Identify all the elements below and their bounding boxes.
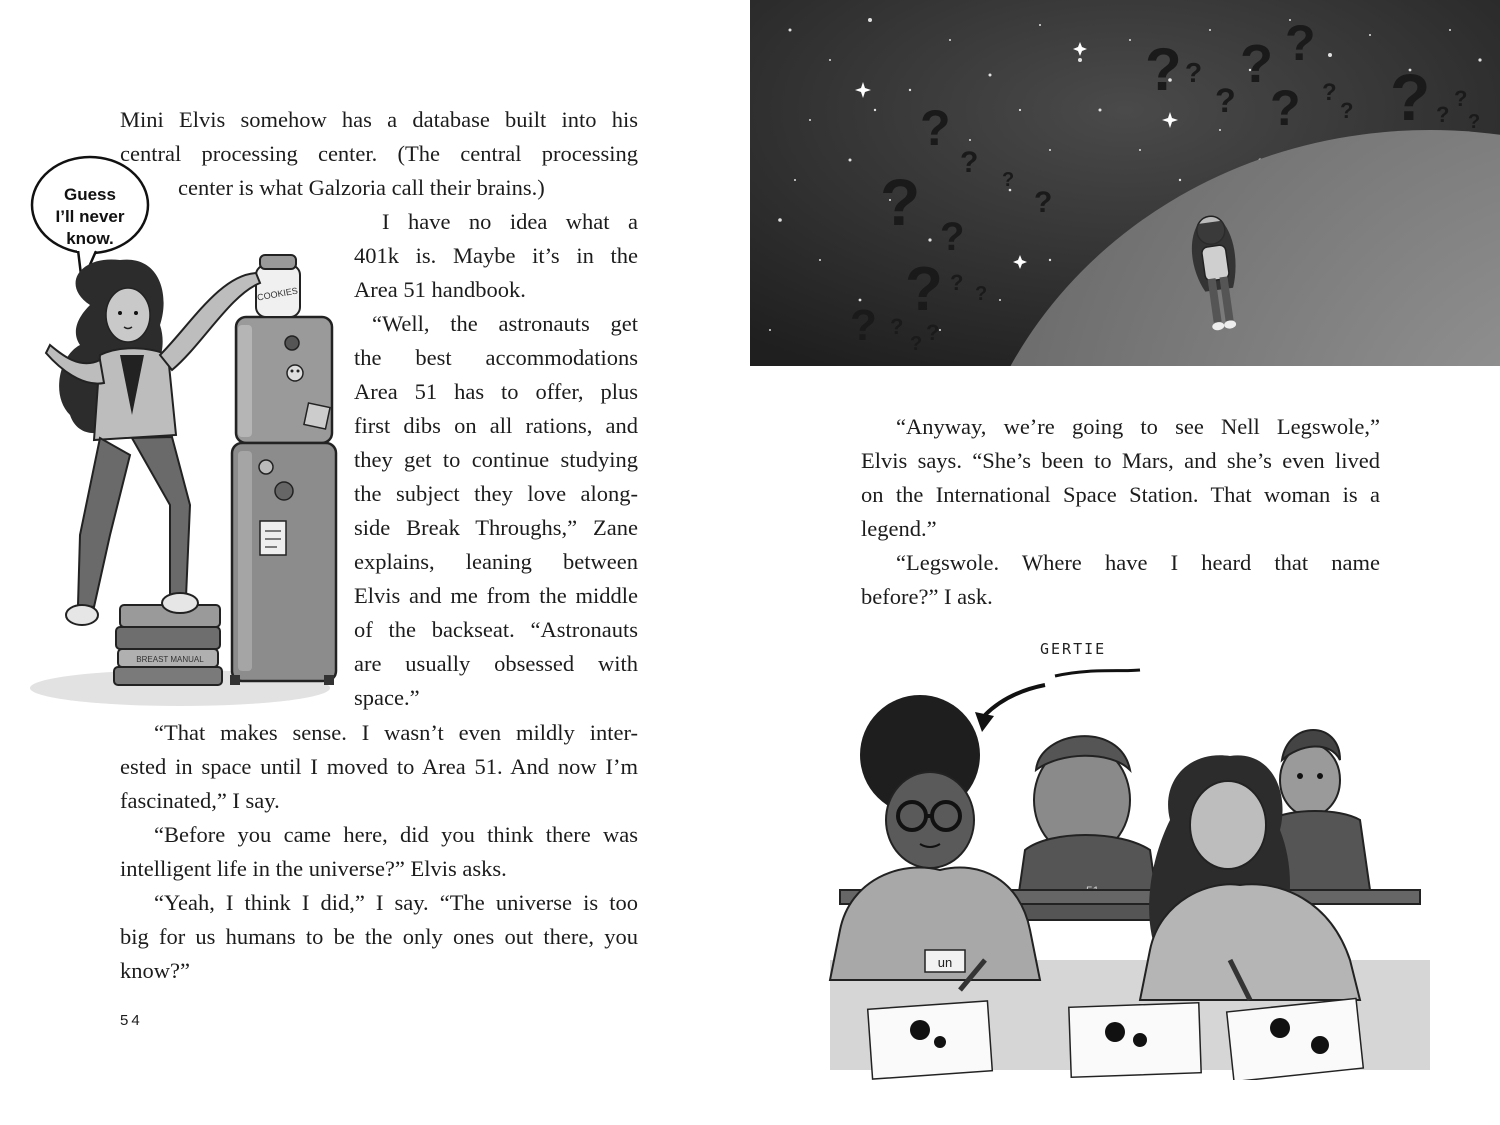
speech-line: know.	[66, 229, 114, 248]
text-line: “That makes sense. I wasn’t even mildly inter-	[154, 720, 638, 745]
svg-text:?: ?	[890, 314, 904, 339]
text-line: big for us humans to be the only ones out there, you	[120, 924, 638, 949]
text-line: “Well, the astronauts get	[372, 311, 638, 336]
right-page	[750, 0, 1500, 1125]
svg-text:?: ?	[1270, 80, 1301, 136]
text-line: of the backseat. “Astronauts	[354, 617, 638, 642]
svg-text:?: ?	[975, 283, 988, 305]
svg-text:?: ?	[850, 301, 877, 350]
svg-text:?: ?	[905, 255, 943, 324]
svg-text:un: un	[937, 955, 953, 970]
text-line: explains, leaning between	[354, 549, 638, 574]
svg-text:?: ?	[1034, 186, 1053, 219]
svg-text:?: ?	[950, 270, 964, 295]
text-line: they get to continue studying	[354, 447, 638, 472]
svg-text:?: ?	[920, 100, 951, 156]
svg-text:?: ?	[1390, 60, 1431, 134]
svg-text:?: ?	[1185, 57, 1203, 88]
text-line: space.”	[354, 685, 420, 710]
text-line: the best accommodations	[354, 345, 638, 370]
svg-text:?: ?	[940, 215, 965, 259]
text-line: fascinated,” I say.	[120, 788, 280, 813]
svg-text:?: ?	[1002, 169, 1015, 191]
speech-line: Guess	[64, 185, 116, 204]
speech-line: I’ll never	[55, 207, 125, 226]
svg-text:BREAST MANUAL: BREAST MANUAL	[136, 655, 204, 664]
text-line: “Before you came here, did you think there was	[154, 822, 638, 847]
svg-text:?: ?	[910, 333, 923, 355]
svg-text:?: ?	[880, 165, 921, 239]
text-line: the subject they love along-	[354, 481, 638, 506]
text-line: first dibs on all rations, and	[354, 413, 638, 438]
text-line: legend.”	[861, 516, 937, 541]
svg-text:?: ?	[1436, 102, 1450, 127]
text-line: side Break Throughs,” Zane	[354, 515, 638, 540]
speech-bubble	[40, 184, 140, 250]
text-line: ested in space until I moved to Area 51. And now I’m	[120, 754, 638, 779]
text-line: “Anyway, we’re going to see Nell Legswole,”	[896, 414, 1380, 439]
text-line: are usually obsessed with	[354, 651, 638, 676]
svg-text:?: ?	[1340, 98, 1354, 123]
classroom-illustration	[810, 660, 1450, 1080]
text-line: “Yeah, I think I did,” I say. “The universe is too	[154, 890, 638, 915]
text-line: before?” I ask.	[861, 584, 993, 609]
svg-text:?: ?	[1468, 111, 1481, 133]
gertie-label: GERTIE	[1040, 640, 1107, 658]
svg-text:?: ?	[1215, 82, 1236, 120]
text-line: I have no idea what a	[382, 209, 638, 234]
text-line: Mini Elvis somehow has a database built into his	[120, 107, 638, 132]
text-line: Elvis and me from the middle	[354, 583, 638, 608]
svg-text:?: ?	[960, 146, 979, 179]
svg-text:?: ?	[1145, 36, 1182, 103]
text-line: intelligent life in the universe?” Elvis asks.	[120, 856, 507, 881]
svg-text:?: ?	[1285, 15, 1316, 71]
text-line: central processing center. (The central processing	[120, 141, 638, 166]
text-line: 401k is. Maybe it’s in the	[354, 243, 638, 268]
text-line: Area 51 handbook.	[354, 277, 526, 302]
text-line: center is what Galzoria call their brains.)	[178, 175, 545, 200]
svg-text:?: ?	[1454, 86, 1468, 111]
page-number: 54	[120, 1012, 143, 1029]
svg-text:?: ?	[1322, 79, 1337, 106]
space-illustration	[750, 0, 1500, 372]
svg-text:?: ?	[926, 320, 940, 345]
svg-text:?: ?	[1240, 34, 1273, 94]
text-line: Elvis says. “She’s been to Mars, and she’s even lived	[861, 448, 1380, 473]
text-line: “Legswole. Where have I heard that name	[896, 550, 1380, 575]
text-line: on the International Space Station. That woman is a	[861, 482, 1380, 507]
text-line: know?”	[120, 958, 190, 983]
text-line: Area 51 has to offer, plus	[354, 379, 638, 404]
svg-text:COOKIES: COOKIES	[256, 285, 299, 303]
